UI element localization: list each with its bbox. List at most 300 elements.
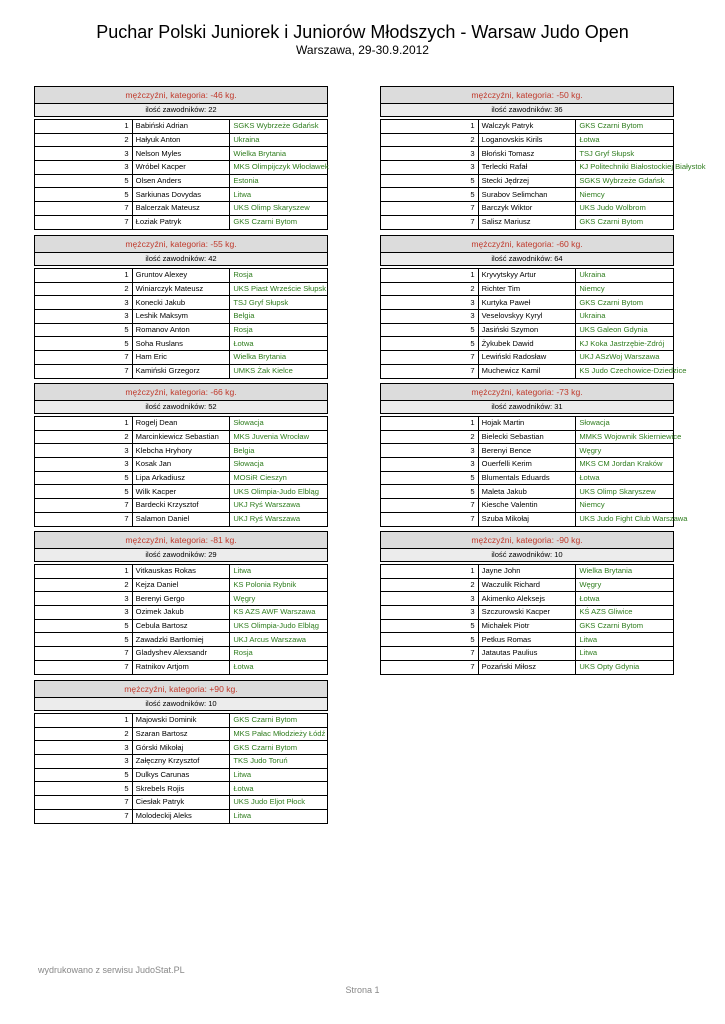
participants-count-row — [381, 253, 674, 266]
club-name: Litwa — [230, 768, 328, 782]
club-name: KJ Koka Jastrzębie-Zdrój — [576, 337, 674, 351]
result-row — [381, 133, 674, 147]
category-header — [35, 87, 328, 104]
place: 3 — [381, 458, 479, 472]
result-row — [35, 809, 328, 823]
club-name: KS AZS AWF Warszawa — [230, 606, 328, 620]
club-name: Łotwa — [576, 133, 674, 147]
place: 2 — [381, 578, 479, 592]
result-row — [35, 133, 328, 147]
club-name: KJ Politechniki Białostockiej Białystok — [576, 161, 674, 175]
place: 5 — [381, 471, 479, 485]
page-title: Puchar Polski Juniorek i Juniorów Młodszych - Warsaw Judo Open — [96, 22, 629, 42]
place: 2 — [381, 133, 479, 147]
club-name: GKS Czarni Bytom — [230, 741, 328, 755]
competitor-name: Marcinkiewicz Sebastian — [132, 430, 230, 444]
result-row — [381, 323, 674, 337]
competitor-name: Jasiński Szymon — [478, 323, 576, 337]
result-row — [35, 337, 328, 351]
result-row — [35, 727, 328, 741]
result-row — [381, 417, 674, 431]
club-name: TSJ Gryf Słupsk — [230, 296, 328, 310]
result-row — [381, 430, 674, 444]
competitor-name: Nelson Myles — [132, 147, 230, 161]
result-row — [35, 120, 328, 134]
club-name: UKS Olimpia-Judo Elbląg — [230, 619, 328, 633]
competitor-name: Michałek Piotr — [478, 619, 576, 633]
competitor-name: Blumentals Eduards — [478, 471, 576, 485]
club-name: Łotwa — [230, 337, 328, 351]
club-name: KS Judo Czechowice-Dziedzice — [576, 364, 674, 378]
participants-count: ilość zawodników: 36 — [381, 104, 674, 117]
participants-count: ilość zawodników: 31 — [381, 401, 674, 414]
category-header — [35, 384, 328, 401]
club-name: Wielka Brytania — [230, 147, 328, 161]
category-title: mężczyźni, kategoria: -50 kg. — [381, 87, 674, 104]
result-row — [35, 202, 328, 216]
result-row — [35, 430, 328, 444]
participants-count: ilość zawodników: 64 — [381, 253, 674, 266]
result-row — [35, 796, 328, 810]
place: 2 — [35, 578, 133, 592]
competitor-name: Skrebels Rojis — [132, 782, 230, 796]
club-name: UKS Judo Eljot Płock — [230, 796, 328, 810]
result-row — [381, 471, 674, 485]
participants-count-row — [35, 401, 328, 414]
club-name: Węgry — [230, 592, 328, 606]
competitor-name: Zawadzki Bartłomiej — [132, 633, 230, 647]
club-name: Rosja — [230, 647, 328, 661]
competitor-name: Surabov Selimchan — [478, 188, 576, 202]
place: 7 — [35, 660, 133, 674]
place: 7 — [35, 499, 133, 513]
place: 5 — [35, 782, 133, 796]
place: 5 — [35, 633, 133, 647]
place: 3 — [35, 147, 133, 161]
category-title: mężczyźni, kategoria: -66 kg. — [35, 384, 328, 401]
result-row — [381, 188, 674, 202]
place: 1 — [381, 565, 479, 579]
place: 5 — [35, 471, 133, 485]
competitor-name: Salamon Daniel — [132, 512, 230, 526]
place: 3 — [381, 606, 479, 620]
club-name: SGKS Wybrzeże Gdańsk — [576, 174, 674, 188]
category-table — [380, 531, 674, 675]
club-name: Łotwa — [576, 592, 674, 606]
place: 7 — [35, 351, 133, 365]
competitor-name: Szaran Bartosz — [132, 727, 230, 741]
club-name: Litwa — [230, 188, 328, 202]
place: 5 — [35, 174, 133, 188]
club-name: Estonia — [230, 174, 328, 188]
place: 5 — [381, 633, 479, 647]
club-name: MOSiR Cieszyn — [230, 471, 328, 485]
result-row — [35, 660, 328, 674]
category-title: mężczyźni, kategoria: -73 kg. — [381, 384, 674, 401]
place: 1 — [381, 269, 479, 283]
place: 5 — [35, 485, 133, 499]
place: 1 — [35, 417, 133, 431]
place: 1 — [35, 565, 133, 579]
place: 7 — [35, 202, 133, 216]
participants-count: ilość zawodników: 29 — [35, 549, 328, 562]
place: 5 — [35, 337, 133, 351]
place: 3 — [381, 592, 479, 606]
club-name: Łotwa — [576, 471, 674, 485]
place: 3 — [381, 161, 479, 175]
competitor-name: Majowski Dominik — [132, 714, 230, 728]
competitor-name: Berenyi Bence — [478, 444, 576, 458]
club-name: MKS Olimpijczyk Włocławek — [230, 161, 328, 175]
result-row — [35, 147, 328, 161]
competitor-name: Szuba Mikołaj — [478, 512, 576, 526]
club-name: UKS Opty Gdynia — [576, 660, 674, 674]
result-row — [35, 323, 328, 337]
result-row — [381, 458, 674, 472]
result-row — [35, 592, 328, 606]
club-name: MKS CM Jordan Kraków — [576, 458, 674, 472]
participants-count-row — [381, 401, 674, 414]
competitor-name: Dulkys Carunas — [132, 768, 230, 782]
participants-count: ilość zawodników: 52 — [35, 401, 328, 414]
competitor-name: Bielecki Sebastian — [478, 430, 576, 444]
place: 5 — [381, 337, 479, 351]
result-row — [35, 351, 328, 365]
competitor-name: Barczyk Wiktor — [478, 202, 576, 216]
club-name: UKJ ASzWoj Warszawa — [576, 351, 674, 365]
place: 3 — [35, 458, 133, 472]
club-name: Niemcy — [576, 282, 674, 296]
place: 3 — [381, 147, 479, 161]
page-number: Strona 1 — [345, 985, 380, 995]
result-row — [381, 619, 674, 633]
competitor-name: Ouerfelli Kerim — [478, 458, 576, 472]
club-name: UKJ Ryś Warszawa — [230, 499, 328, 513]
result-row — [35, 633, 328, 647]
club-name: Słowacja — [230, 458, 328, 472]
result-row — [381, 485, 674, 499]
place: 1 — [381, 120, 479, 134]
place: 5 — [381, 485, 479, 499]
competitor-name: Żykubek Dawid — [478, 337, 576, 351]
competitor-name: Wróbel Kacper — [132, 161, 230, 175]
result-row — [381, 592, 674, 606]
club-name: SGKS Wybrzeże Gdańsk — [230, 120, 328, 134]
result-row — [35, 444, 328, 458]
place: 5 — [381, 174, 479, 188]
club-name: Ukraina — [230, 133, 328, 147]
place: 5 — [35, 768, 133, 782]
competitor-name: Błoński Tomasz — [478, 147, 576, 161]
club-name: Słowacja — [576, 417, 674, 431]
competitor-name: Richter Tim — [478, 282, 576, 296]
place: 7 — [35, 809, 133, 823]
competitor-name: Terlecki Rafał — [478, 161, 576, 175]
place: 7 — [381, 202, 479, 216]
place: 1 — [35, 120, 133, 134]
place: 5 — [381, 323, 479, 337]
competitor-name: Klebcha Hryhory — [132, 444, 230, 458]
place: 3 — [35, 755, 133, 769]
club-name: Litwa — [576, 633, 674, 647]
category-table — [34, 680, 328, 824]
competitor-name: Kryvytskyy Artur — [478, 269, 576, 283]
competitor-name: Romanov Anton — [132, 323, 230, 337]
competitor-name: Hojak Martin — [478, 417, 576, 431]
competitor-name: Winiarczyk Mateusz — [132, 282, 230, 296]
competitor-name: Kosak Jan — [132, 458, 230, 472]
competitor-name: Rogelj Dean — [132, 417, 230, 431]
club-name: Węgry — [576, 444, 674, 458]
participants-count: ilość zawodników: 10 — [381, 549, 674, 562]
competitor-name: Loganovskis Kirils — [478, 133, 576, 147]
result-row — [381, 364, 674, 378]
participants-count-row — [35, 549, 328, 562]
category-table — [380, 383, 688, 527]
competitor-name: Stecki Jędrzej — [478, 174, 576, 188]
result-row — [35, 768, 328, 782]
place: 7 — [35, 647, 133, 661]
competitor-name: Jatautas Paulius — [478, 647, 576, 661]
result-row — [35, 174, 328, 188]
place: 7 — [381, 512, 479, 526]
club-name: UKS Galeon Gdynia — [576, 323, 674, 337]
competitor-name: Olsen Anders — [132, 174, 230, 188]
competitor-name: Cebula Bartosz — [132, 619, 230, 633]
place: 1 — [35, 714, 133, 728]
result-row — [35, 485, 328, 499]
result-row — [35, 755, 328, 769]
place: 2 — [35, 133, 133, 147]
competitor-name: Kamiński Grzegorz — [132, 364, 230, 378]
club-name: KS Polonia Rybnik — [230, 578, 328, 592]
place: 1 — [381, 417, 479, 431]
result-row — [381, 282, 674, 296]
category-header — [35, 681, 328, 698]
place: 3 — [35, 592, 133, 606]
participants-count-row — [381, 549, 674, 562]
club-name: UKS Olimp Skaryszew — [230, 202, 328, 216]
result-row — [381, 296, 674, 310]
result-row — [35, 188, 328, 202]
competitor-name: Akimenko Aleksejs — [478, 592, 576, 606]
result-row — [35, 215, 328, 229]
category-table — [34, 86, 328, 230]
competitor-name: Salisz Mariusz — [478, 215, 576, 229]
participants-count-row — [35, 698, 328, 711]
club-name: Słowacja — [230, 417, 328, 431]
place: 1 — [35, 269, 133, 283]
category-title: mężczyźni, kategoria: -81 kg. — [35, 532, 328, 549]
category-header — [35, 532, 328, 549]
club-name: UKJ Ryś Warszawa — [230, 512, 328, 526]
competitor-name: Maleta Jakub — [478, 485, 576, 499]
club-name: Ukraina — [576, 310, 674, 324]
club-name: GKS Czarni Bytom — [230, 714, 328, 728]
page-subtitle: Warszawa, 29-30.9.2012 — [296, 43, 429, 57]
result-row — [35, 161, 328, 175]
result-row — [35, 269, 328, 283]
competitor-name: Gruntov Alexey — [132, 269, 230, 283]
club-name: UKS Olimp Skaryszew — [576, 485, 674, 499]
result-row — [381, 269, 674, 283]
competitor-name: Ozimek Jakub — [132, 606, 230, 620]
club-name: TSJ Gryf Słupsk — [576, 147, 674, 161]
result-row — [35, 578, 328, 592]
category-title: mężczyźni, kategoria: -55 kg. — [35, 236, 328, 253]
competitor-name: Ratnikov Artjom — [132, 660, 230, 674]
result-row — [35, 458, 328, 472]
place: 7 — [381, 351, 479, 365]
club-name: KŚ AZS Gliwice — [576, 606, 674, 620]
result-row — [381, 647, 674, 661]
club-name: UKS Judo Wolbrom — [576, 202, 674, 216]
club-name: Litwa — [576, 647, 674, 661]
result-row — [35, 471, 328, 485]
club-name: Niemcy — [576, 499, 674, 513]
club-name: Wielka Brytania — [230, 351, 328, 365]
place: 7 — [35, 512, 133, 526]
club-name: Węgry — [576, 578, 674, 592]
place: 3 — [35, 741, 133, 755]
competitor-name: Petkus Romas — [478, 633, 576, 647]
club-name: Belgia — [230, 444, 328, 458]
place: 2 — [35, 282, 133, 296]
result-row — [381, 565, 674, 579]
competitor-name: Leshik Maksym — [132, 310, 230, 324]
place: 3 — [35, 606, 133, 620]
club-name: TKS Judo Toruń — [230, 755, 328, 769]
competitor-name: Gladyshev Alexsandr — [132, 647, 230, 661]
club-name: GKS Czarni Bytom — [576, 619, 674, 633]
result-row — [35, 647, 328, 661]
category-header — [381, 532, 674, 549]
result-row — [381, 633, 674, 647]
competitor-name: Sarkiunas Dovydas — [132, 188, 230, 202]
participants-count: ilość zawodników: 42 — [35, 253, 328, 266]
competitor-name: Molodeckij Aleks — [132, 809, 230, 823]
place: 3 — [35, 296, 133, 310]
place: 5 — [35, 188, 133, 202]
result-row — [381, 120, 674, 134]
club-name: UKS Olimpia-Judo Elbląg — [230, 485, 328, 499]
participants-count: ilość zawodników: 10 — [35, 698, 328, 711]
competitor-name: Szczurowski Kacper — [478, 606, 576, 620]
place: 7 — [381, 364, 479, 378]
competitor-name: Balcerzak Mateusz — [132, 202, 230, 216]
competitor-name: Kurtyka Paweł — [478, 296, 576, 310]
club-name: UMKS Żak Kielce — [230, 364, 328, 378]
place: 7 — [381, 647, 479, 661]
place: 3 — [35, 444, 133, 458]
result-row — [381, 660, 674, 674]
place: 7 — [381, 499, 479, 513]
category-header — [35, 236, 328, 253]
place: 2 — [381, 430, 479, 444]
competitor-name: Kiesche Valentin — [478, 499, 576, 513]
competitor-name: Górski Mikołaj — [132, 741, 230, 755]
club-name: UKJ Arcus Warszawa — [230, 633, 328, 647]
club-name: GKS Czarni Bytom — [230, 215, 328, 229]
club-name: Łotwa — [230, 660, 328, 674]
result-row — [35, 296, 328, 310]
result-row — [35, 782, 328, 796]
result-row — [381, 174, 674, 188]
result-row — [35, 512, 328, 526]
category-table — [380, 235, 687, 379]
result-row — [381, 161, 674, 175]
place: 3 — [35, 161, 133, 175]
competitor-name: Hałyuk Anton — [132, 133, 230, 147]
result-row — [381, 202, 674, 216]
result-row — [381, 578, 674, 592]
place: 5 — [35, 619, 133, 633]
place: 7 — [35, 796, 133, 810]
category-title: mężczyźni, kategoria: -60 kg. — [381, 236, 674, 253]
competitor-name: Załęczny Krzysztof — [132, 755, 230, 769]
competitor-name: Lipa Arkadiusz — [132, 471, 230, 485]
result-row — [35, 310, 328, 324]
competitor-name: Łoziak Patryk — [132, 215, 230, 229]
category-table — [34, 383, 328, 527]
competitor-name: Waczulik Richard — [478, 578, 576, 592]
club-name: Niemcy — [576, 188, 674, 202]
place: 7 — [35, 364, 133, 378]
place: 7 — [381, 660, 479, 674]
place: 7 — [35, 215, 133, 229]
competitor-name: Walczyk Patryk — [478, 120, 576, 134]
result-row — [35, 565, 328, 579]
place: 2 — [381, 282, 479, 296]
result-row — [381, 337, 674, 351]
place: 5 — [381, 188, 479, 202]
result-row — [35, 741, 328, 755]
club-name: GKS Czarni Bytom — [576, 120, 674, 134]
result-row — [35, 364, 328, 378]
competitor-name: Vitkauskas Rokas — [132, 565, 230, 579]
result-row — [381, 606, 674, 620]
place: 3 — [35, 310, 133, 324]
footer-printed-by: wydrukowano z serwisu JudoStat.PL — [38, 965, 185, 975]
result-row — [381, 499, 674, 513]
club-name: UKS Piast Wrzeście Słupsk — [230, 282, 328, 296]
competitor-name: Veselovskyy Kyryl — [478, 310, 576, 324]
category-table — [34, 531, 328, 675]
result-row — [381, 351, 674, 365]
place: 5 — [35, 323, 133, 337]
competitor-name: Soha Ruslans — [132, 337, 230, 351]
place: 5 — [381, 619, 479, 633]
participants-count-row — [35, 104, 328, 117]
competitor-name: Konecki Jakub — [132, 296, 230, 310]
result-row — [381, 310, 674, 324]
club-name: MMKS Wojownik Skierniewice — [576, 430, 674, 444]
participants-count: ilość zawodników: 22 — [35, 104, 328, 117]
place: 3 — [381, 310, 479, 324]
category-table — [380, 86, 706, 230]
category-header — [381, 384, 674, 401]
result-row — [35, 619, 328, 633]
club-name: MKS Juvenia Wrocław — [230, 430, 328, 444]
result-row — [35, 282, 328, 296]
club-name: MKS Pałac Młodzieży Łódź — [230, 727, 328, 741]
category-title: mężczyźni, kategoria: +90 kg. — [35, 681, 328, 698]
result-row — [381, 215, 674, 229]
place: 7 — [381, 215, 479, 229]
competitor-name: Bardecki Krzysztof — [132, 499, 230, 513]
competitor-name: Babiński Adrian — [132, 120, 230, 134]
result-row — [381, 147, 674, 161]
